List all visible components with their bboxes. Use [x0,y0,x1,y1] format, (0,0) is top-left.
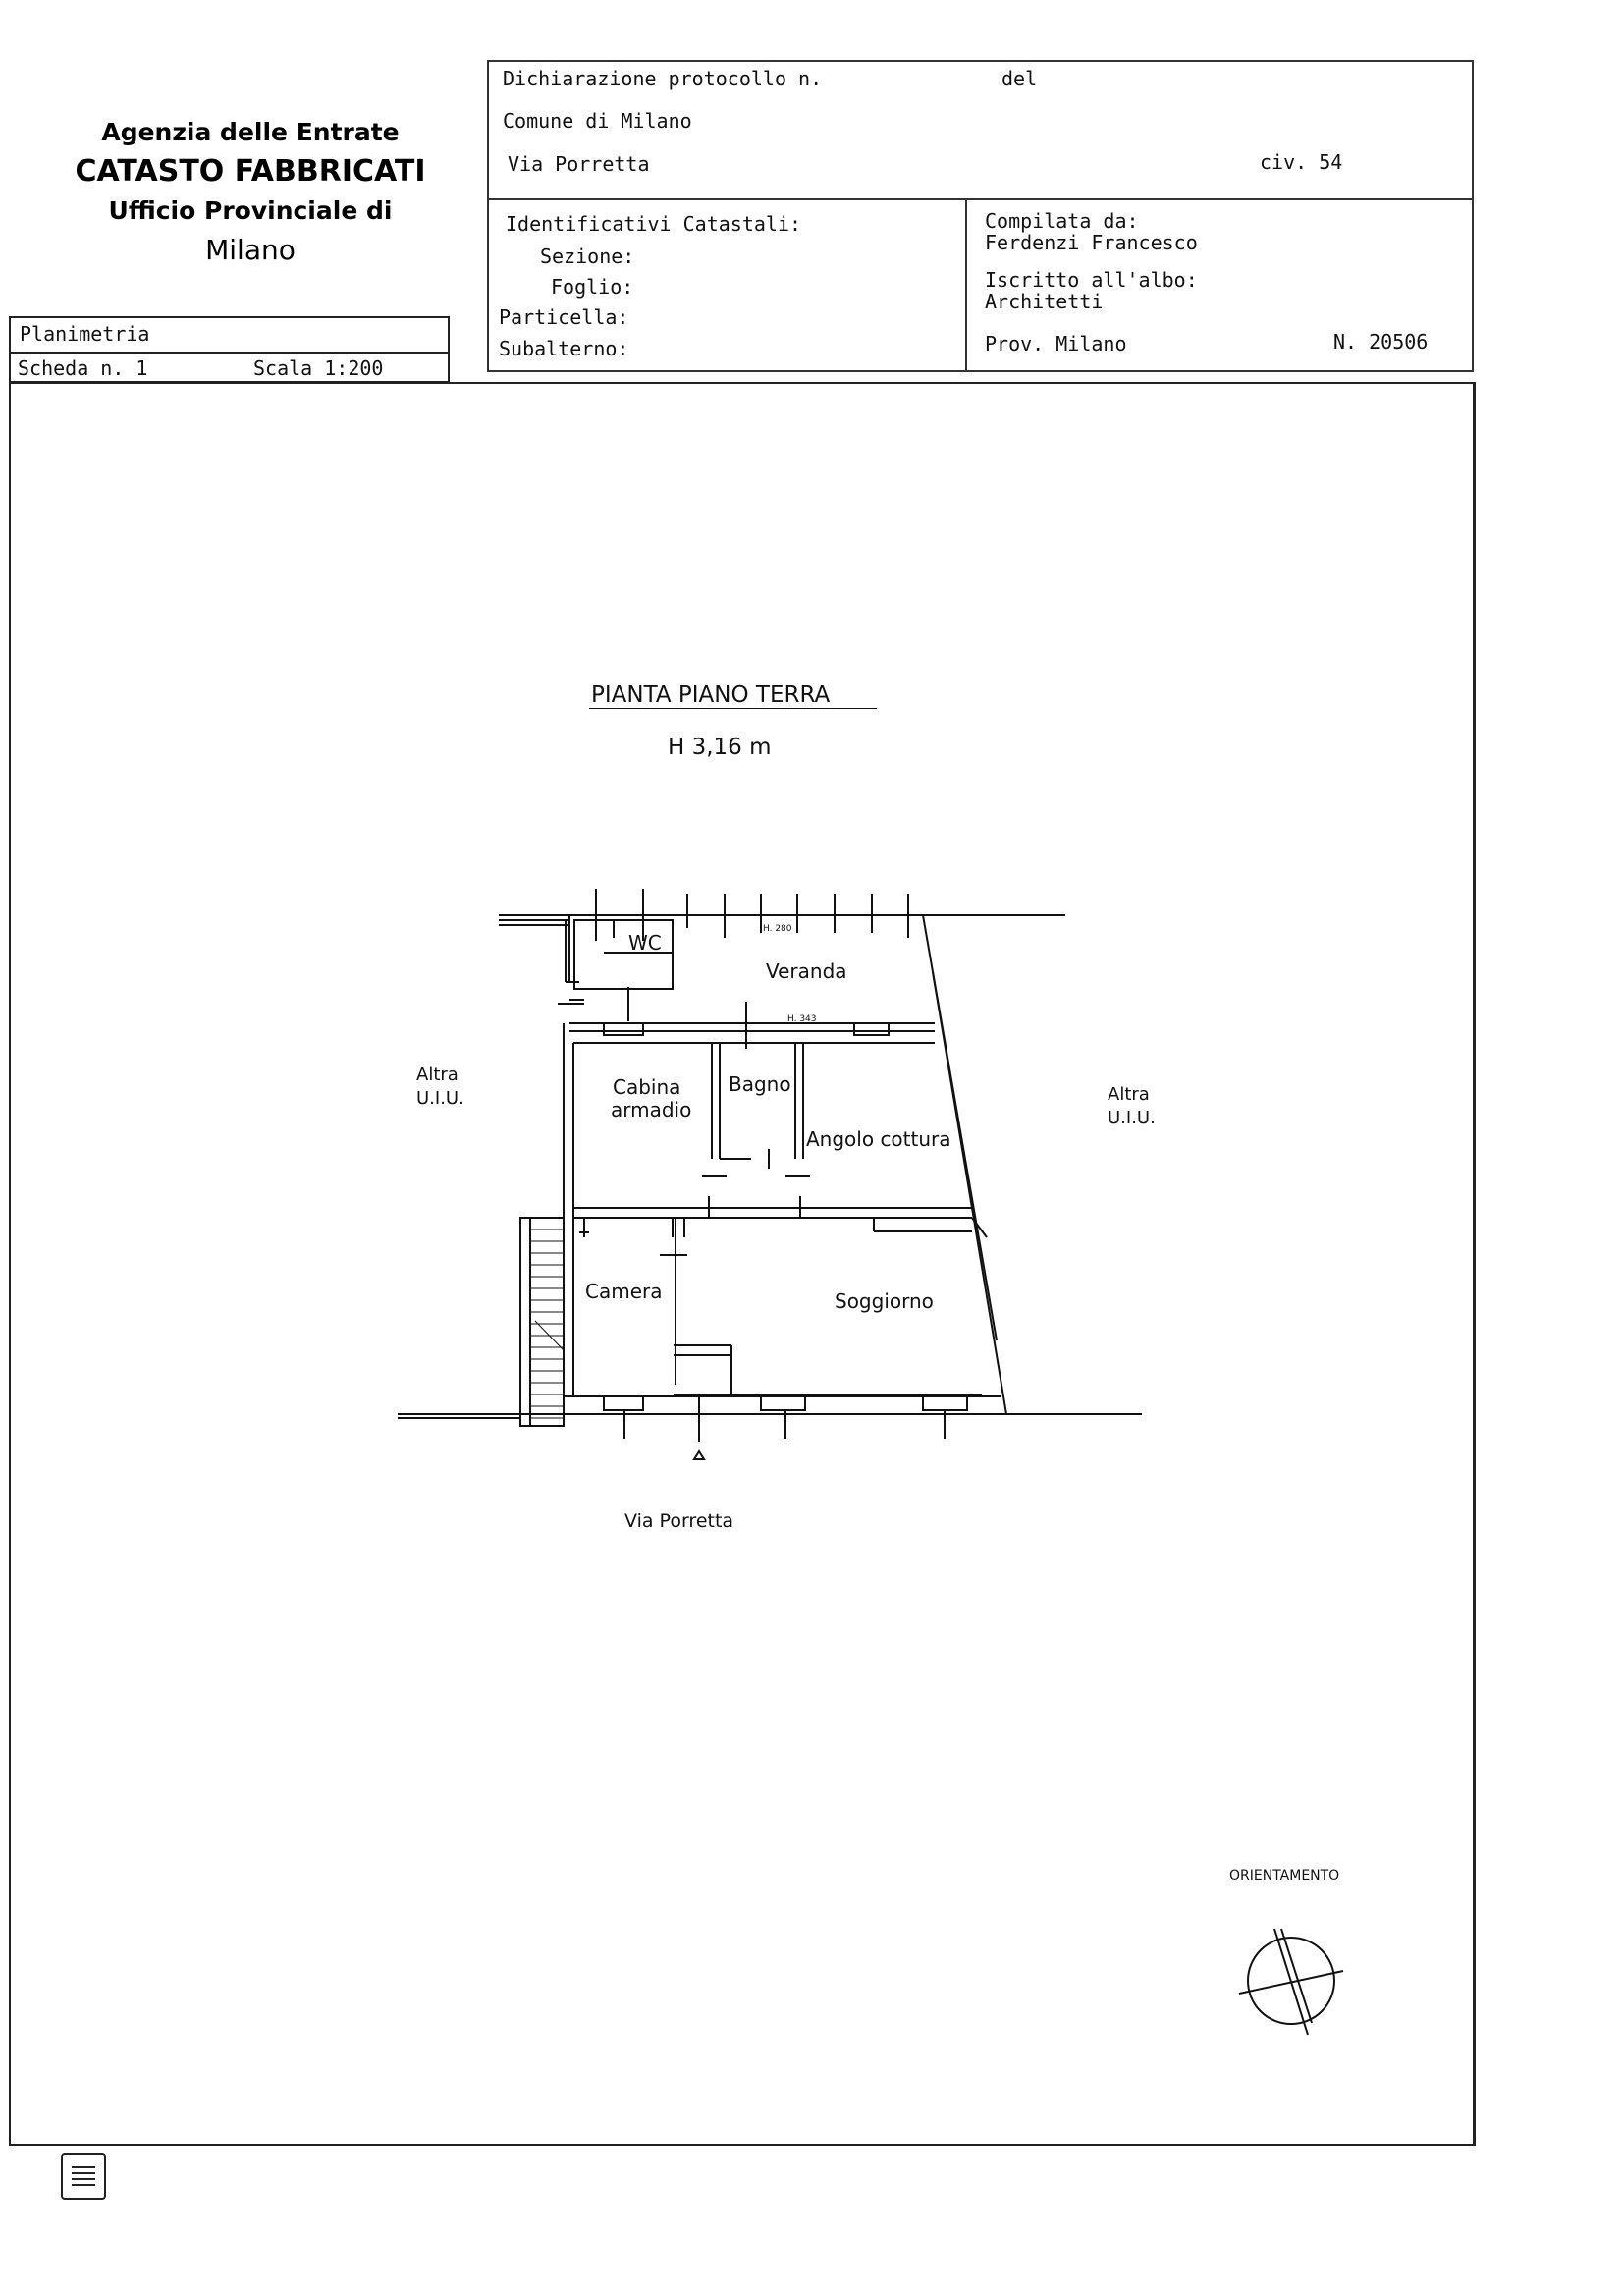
room-bagno: Bagno [729,1072,791,1096]
civic-number: civ. 54 [1260,150,1343,174]
protocol-label: Dichiarazione protocollo n. [503,67,823,90]
room-veranda: Veranda [766,959,847,983]
plan-title: PIANTA PIANO TERRA [591,683,831,708]
subunit-label: Subalterno: [499,337,629,360]
north-arrow-icon [1237,1925,1355,2043]
sheet-scale: Scala 1:200 [253,356,384,380]
menu-icon[interactable] [61,2153,106,2200]
left-neighbor-line2: U.I.U. [416,1088,464,1109]
sheet-number: Scheda n. 1 [18,356,148,380]
province: Prov. Milano [985,332,1127,355]
registered-label: Iscritto all'albo: [985,268,1198,292]
room-soggiorno: Soggiorno [835,1289,934,1313]
sheet-label: Foglio: [551,275,634,299]
plan-height: H 3,16 m [668,735,772,760]
sheet-title: Planimetria [20,322,150,346]
room-cabina-line2: armadio [611,1098,692,1121]
left-neighbor-line1: Altra [416,1065,459,1085]
agency-name: Agenzia delle Entrate [101,118,400,146]
orientation-label: ORIENTAMENTO [1229,1868,1340,1884]
room-wc: WC [628,931,662,955]
date-label: del [1001,67,1038,90]
municipality: Comune di Milano [503,109,692,133]
office-city: Milano [205,234,296,266]
street-address: Via Porretta [508,152,650,176]
register-number: N. 20506 [1333,330,1429,354]
room-cabina-line1: Cabina [613,1075,681,1099]
height-label-rooms: H. 343 [787,1014,817,1024]
cadastral-ids-label: Identificativi Catastali: [506,212,802,236]
street-label: Via Porretta [624,1510,734,1532]
room-camera: Camera [585,1280,663,1303]
catasto-title: CATASTO FABBRICATI [75,154,426,189]
compiler-name: Ferdenzi Francesco [985,231,1198,254]
right-neighbor-line2: U.I.U. [1108,1108,1156,1128]
section-label: Sezione: [540,245,635,268]
height-label-veranda: H. 280 [763,924,792,934]
compiled-by-label: Compilata da: [985,209,1139,233]
register-name: Architetti [985,290,1104,313]
office-label: Ufficio Provinciale di [108,196,393,225]
right-neighbor-line1: Altra [1108,1084,1150,1105]
parcel-label: Particella: [499,305,629,329]
room-angolo-cottura: Angolo cottura [806,1127,951,1151]
